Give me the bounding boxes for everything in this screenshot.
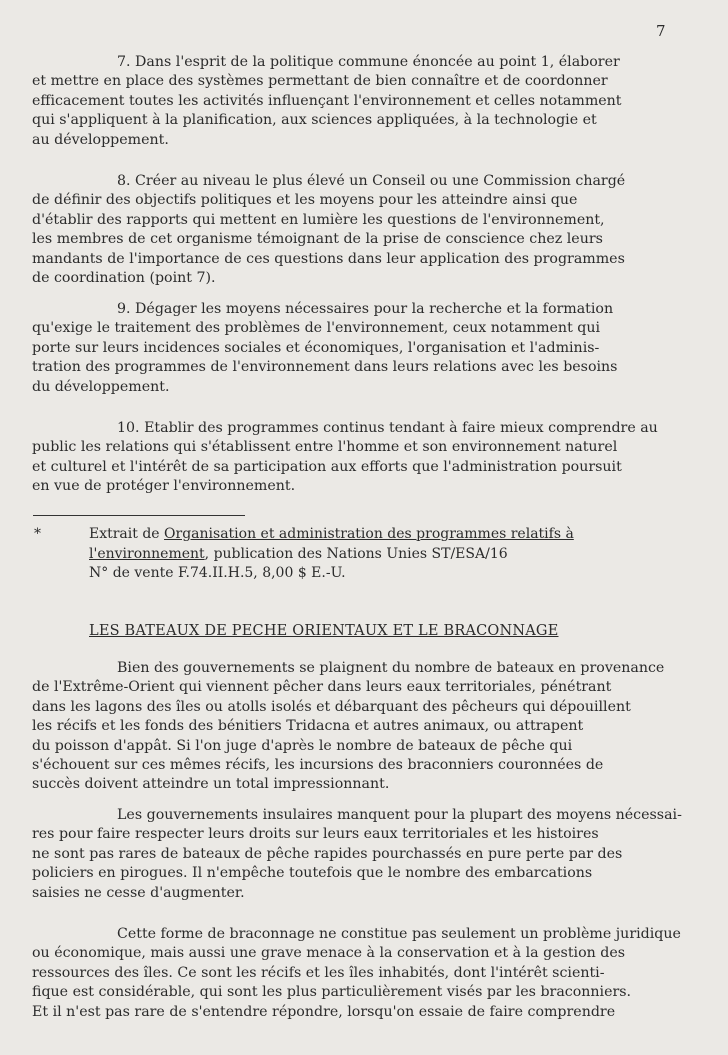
text-line: en vue de protéger l'environnement.	[32, 478, 296, 495]
section-title: LES BATEAUX DE PECHE ORIENTAUX ET LE BRACONNAGE	[89, 623, 559, 639]
text-line: 9. Dégager les moyens nécessaires pour la recherche et la formation	[117, 301, 614, 317]
footnote-title: Organisation et administration des programmes relatifs à	[164, 526, 574, 542]
text-line: succès doivent atteindre un total impressionnant.	[32, 776, 390, 793]
text-line: efficacement toutes les activités influençant l'environnement et celles notamment	[32, 92, 622, 109]
text-line: de l'Extrême-Orient qui viennent pêcher dans leurs eaux territoriales, pénétrant	[32, 679, 612, 696]
list-item-10	[32, 419, 700, 497]
text-line: fique est considérable, qui sont les plus particulièrement visés par les braconniers.	[32, 984, 632, 1001]
text-line: s'échouent sur ces mêmes récifs, les incursions des braconniers couronnées de	[32, 757, 604, 774]
text-line: ressources des îles. Ce sont les récifs et les îles inhabités, dont l'intérêt scienti-	[32, 964, 605, 981]
footnote-divider	[33, 515, 245, 516]
text-line: policiers en pirogues. Il n'empêche toutefois que le nombre des embarcations	[32, 865, 593, 882]
text-line: ou économique, mais aussi une grave menace à la conservation et à la gestion des	[32, 945, 626, 962]
body-paragraph	[32, 806, 700, 903]
text-line: Les gouvernements insulaires manquent pour la plupart des moyens nécessai-	[117, 807, 682, 823]
text-line: de définir des objectifs politiques et les moyens pour les atteindre ainsi que	[32, 192, 578, 209]
text-line: res pour faire respecter leurs droits sur leurs eaux territoriales et les histoires	[32, 826, 599, 843]
text-line: du poisson d'appât. Si l'on juge d'après le nombre de bateaux de pêche qui	[32, 737, 573, 754]
text-line: mandants de l'importance de ces questions dans leur application des programmes	[32, 250, 625, 267]
text-line: de coordination (point 7).	[32, 270, 216, 287]
footnote-prefix: Extrait de	[89, 526, 165, 542]
list-item-9	[32, 300, 700, 397]
text-line: porte sur leurs incidences sociales et économiques, l'organisation et l'adminis-	[32, 339, 600, 356]
list-item-8	[32, 172, 700, 288]
text-line: 7. Dans l'esprit de la politique commune énoncée au point 1, élaborer	[117, 54, 620, 70]
text-line: du développement.	[32, 378, 170, 395]
text-line: 10. Etablir des programmes continus tendant à faire mieux comprendre au	[117, 420, 658, 436]
page-number: 7	[656, 22, 666, 40]
body-paragraph	[32, 659, 700, 795]
text-line: qu'exige le traitement des problèmes de l'environnement, ceux notamment qui	[32, 320, 601, 337]
text-line: Et il n'est pas rare de s'entendre répondre, lorsqu'on essaie de faire comprendre	[32, 1003, 616, 1020]
footnote-sale-number: N° de vente F.74.II.H.5, 8,00 $ E.-U.	[89, 565, 346, 581]
body-paragraph	[32, 925, 700, 1022]
text-line: au développement.	[32, 131, 169, 148]
text-line: les membres de cet organisme témoignant de la prise de conscience chez leurs	[32, 231, 603, 248]
text-line: Cette forme de braconnage ne constitue pas seulement un problème juridique	[117, 926, 681, 942]
text-line: 8. Créer au niveau le plus élevé un Conseil ou une Commission chargé	[117, 173, 626, 189]
text-line: Bien des gouvernements se plaignent du nombre de bateaux en provenance	[117, 660, 665, 676]
text-line: ne sont pas rares de bateaux de pêche rapides pourchassés en pure perte par des	[32, 845, 623, 862]
text-line: qui s'appliquent à la planification, aux sciences appliquées, à la technologie et	[32, 112, 597, 129]
text-line: tration des programmes de l'environnement dans leurs relations avec les besoins	[32, 359, 618, 376]
footnote-title-cont: l'environnement	[89, 545, 205, 562]
text-line: dans les lagons des îles ou atolls isolés et débarquant des pêcheurs qui dépouillent	[32, 698, 631, 715]
text-line: saisies ne cesse d'augmenter.	[32, 884, 245, 901]
footnote-suffix: , publication des Nations Unies ST/ESA/16	[204, 545, 508, 562]
text-line: les récifs et les fonds des bénitiers Tridacna et autres animaux, ou attrapent	[32, 718, 584, 735]
text-line: et mettre en place des systèmes permettant de bien connaître et de coordonner	[32, 73, 608, 90]
footnote-marker: *	[34, 526, 41, 542]
text-line: et culturel et l'intérêt de sa participation aux efforts que l'administration poursuit	[32, 458, 622, 475]
text-line: d'établir des rapports qui mettent en lumière les questions de l'environnement,	[32, 211, 605, 228]
text-line: public les relations qui s'établissent entre l'homme et son environnement naturel	[32, 439, 618, 456]
list-item-7	[32, 53, 700, 150]
